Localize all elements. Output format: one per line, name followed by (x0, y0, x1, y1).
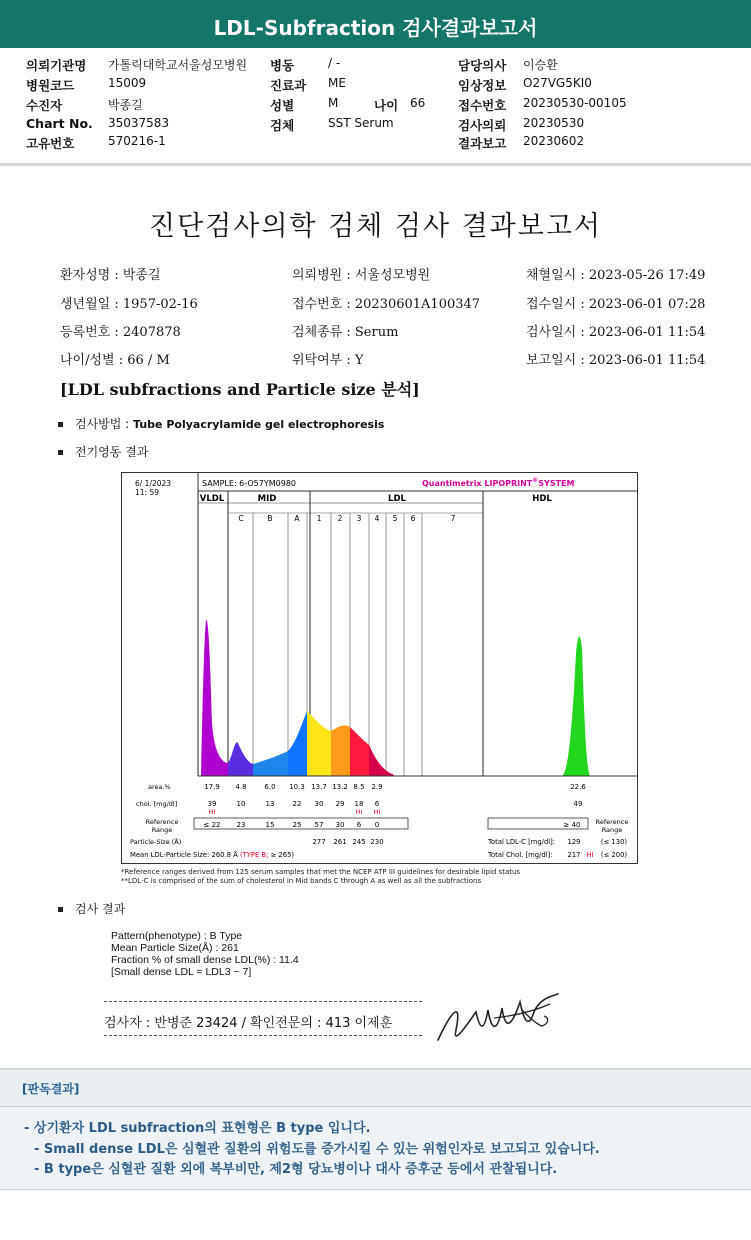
chol-value: 29 (335, 800, 345, 808)
band-label: C (238, 514, 244, 523)
info-value: 이승환 (523, 58, 558, 72)
info-value: O27VG5KI0 (523, 76, 592, 90)
note-line: *Reference ranges derived from 125 serum samples that met the NCEP ATP III guidelines for desirable lipid status (121, 868, 521, 876)
info-label-age: 나이 (374, 98, 399, 113)
result-heading (58, 900, 125, 917)
signer-line: 검사자 : 반병준 23424 / 확인전문의 : 413 이제훈 (104, 1016, 393, 1031)
dashed-divider (104, 1035, 422, 1036)
info-label: 수진자 (26, 98, 63, 113)
band-label: 6 (410, 514, 416, 523)
info-label: Chart No. (26, 116, 93, 131)
result-line: [Small dense LDL = LDL3 ~ 7] (111, 966, 252, 978)
particle-label: Particle-Size (Å) (130, 838, 182, 846)
electro-label: 전기영동 결과 (75, 445, 149, 459)
note-line: **LDL-C is comprised of the sum of cholesterol in Mid bands C through A as well as all the subfractions (121, 877, 482, 885)
verdict-title: [판독결과] (22, 1082, 80, 1096)
patient-info-table (0, 56, 751, 162)
ldl3-area (350, 727, 369, 776)
area-value: 13.2 (332, 783, 348, 791)
report-field: 생년월일 : 1957-02-16 (60, 297, 198, 312)
report-field: 나이/성별 : 66 / M (60, 353, 170, 368)
info-value: SST Serum (328, 116, 394, 130)
report-field: 등록번호 : 2407878 (60, 325, 181, 340)
ref-label: Reference (145, 818, 179, 826)
band-b-area (253, 751, 288, 776)
total-chol-ref: (≤ 200) (600, 851, 628, 859)
verdict-body (0, 1106, 751, 1190)
info-label: 담당의사 (458, 58, 507, 73)
chart-brand-suffix: SYSTEM (538, 479, 575, 488)
ldl2-area (331, 725, 350, 776)
total-chol-flag: HI (586, 851, 594, 859)
chart-brand-name: Quantimetrix LIPOPRINT (422, 479, 533, 488)
info-label: 검체 (270, 118, 295, 133)
group-label: LDL (388, 494, 406, 504)
area-value: 6.0 (264, 783, 276, 791)
info-value: ME (328, 76, 346, 90)
info-label: 고유번호 (26, 136, 75, 151)
area-value: 13.7 (311, 783, 327, 791)
report-field: 검체종류 : Serum (292, 325, 399, 340)
chol-value: 10 (236, 800, 246, 808)
chart-marks (130, 491, 637, 859)
verdict-line: - 상기환자 LDL subfraction의 표현형은 B type 입니다. (24, 1121, 371, 1136)
info-label: 병원코드 (26, 78, 75, 93)
method-line (58, 415, 384, 432)
info-label: 검사의뢰 (458, 118, 507, 133)
report-field: 환자성명 : 박종길 (60, 268, 161, 283)
group-label: VLDL (199, 494, 225, 504)
report-field: 접수일시 : 2023-06-01 07:28 (526, 297, 706, 312)
info-value: 15009 (108, 76, 147, 90)
total-chol-value: 217 (567, 851, 581, 859)
info-label: 임상정보 (458, 78, 507, 93)
total-ldl-ref: (≤ 130) (600, 838, 628, 846)
info-value-age: 66 (410, 96, 426, 110)
ldl4-area (369, 745, 394, 776)
info-value: 20230530-00105 (523, 96, 627, 110)
ref-value: 57 (314, 821, 324, 829)
info-value: 박종길 (108, 98, 143, 112)
mean-value: Mean LDL-Particle Size: 260.8 Å (130, 851, 240, 859)
band-label: 2 (337, 514, 343, 523)
chart-time: 11: 59 (135, 488, 159, 497)
chart-date: 6/ 1/2023 (135, 479, 172, 488)
chart-brand (422, 477, 575, 488)
bullet-icon (58, 450, 63, 455)
chol-value: 30 (314, 800, 324, 808)
area-value: 17.9 (204, 783, 220, 791)
hi-flag: HI (208, 808, 216, 816)
chol-label: chol. [mg/dl] (136, 800, 178, 808)
group-label: MID (257, 494, 277, 504)
area-value: 8.5 (353, 783, 365, 791)
info-value: 35037583 (108, 116, 170, 130)
ref-value: 30 (335, 821, 345, 829)
info-label: 병동 (270, 58, 295, 73)
band-a-area (288, 711, 307, 776)
band-label: 4 (374, 514, 380, 523)
mean-particle-size (130, 850, 294, 859)
info-label: 성별 (270, 98, 295, 113)
report-field: 보고일시 : 2023-06-01 11:54 (526, 353, 706, 368)
total-ldl-label: Total LDL-C [mg/dl]: (488, 838, 556, 846)
particle-value: 245 (352, 838, 366, 846)
ldl1-area (307, 711, 331, 776)
chol-value: 49 (573, 800, 583, 808)
report-field: 위탁여부 : Y (292, 353, 364, 368)
area-value: 4.8 (235, 783, 247, 791)
band-label: A (294, 514, 300, 523)
report-field: 채혈일시 : 2023-05-26 17:49 (526, 268, 706, 283)
vldl-peak (201, 620, 228, 776)
ref-label: Reference (595, 818, 629, 826)
lab-report (0, 172, 751, 1062)
info-value: 가톨릭대학교서울성모병원 (108, 58, 248, 72)
hdl-peak (562, 637, 590, 776)
chol-value: 18 (354, 800, 364, 808)
group-label: HDL (532, 494, 552, 504)
registered-mark-icon: ® (532, 477, 539, 484)
ref-value: 0 (374, 821, 380, 829)
ref-value: 6 (356, 821, 362, 829)
chart-svg (122, 473, 637, 863)
info-value: 570216-1 (108, 134, 166, 148)
report-title: 진단검사의학 검체 검사 결과보고서 (149, 211, 602, 242)
info-value: M (328, 96, 339, 110)
ref-value: 23 (236, 821, 246, 829)
electrophoresis-chart (121, 472, 638, 864)
band-label: 5 (392, 514, 398, 523)
section-title: [LDL subfractions and Particle size 분석] (60, 380, 420, 399)
area-value: 22.6 (570, 783, 586, 791)
signature-image (432, 990, 562, 1052)
area-label: area.% (148, 783, 171, 791)
ref-label: Range (151, 826, 173, 834)
band-label: 7 (450, 514, 456, 523)
total-chol-label: Total Chol. [mg/dl]: (488, 851, 553, 859)
mean-ref: ≥ 265) (268, 851, 295, 859)
chart-notes (121, 868, 520, 886)
chol-value: 13 (265, 800, 275, 808)
band-label: 1 (316, 514, 322, 523)
report-header-title: LDL-Subfraction 검사결과보고서 (0, 0, 751, 48)
method-value: Tube Polyacrylamide gel electrophoresis (133, 418, 385, 431)
chart-sample: SAMPLE: 6-O57YM0980 (202, 479, 296, 488)
method-label: 검사방법 : (75, 417, 134, 431)
report-field: 접수번호 : 20230601A100347 (292, 297, 481, 312)
verdict-header (0, 1068, 751, 1106)
dashed-divider (104, 1001, 422, 1002)
verdict-line: - B type은 심혈관 질환 외에 복부비만, 제2형 당뇨병이나 대사 증후군 등에서 관찰됩니다. (34, 1162, 558, 1177)
band-label: 3 (356, 514, 362, 523)
electro-line (58, 443, 148, 460)
ref-value: 25 (292, 821, 302, 829)
verdict-line: - Small dense LDL은 심혈관 질환의 위험도를 증가시킬 수 있는 위험인자로 보고되고 있습니다. (34, 1142, 600, 1157)
bullet-icon (58, 422, 63, 427)
result-label: 검사 결과 (75, 902, 126, 916)
ref-value: ≤ 22 (203, 821, 221, 829)
ref-value: ≥ 40 (563, 821, 581, 829)
bullet-icon (58, 907, 63, 912)
info-value: / - (328, 56, 341, 70)
hi-flag: HI (355, 808, 363, 816)
chol-value: 22 (292, 800, 302, 808)
ref-value: 15 (265, 821, 275, 829)
info-label: 접수번호 (458, 98, 507, 113)
info-value: 20230602 (523, 134, 585, 148)
result-line: Mean Particle Size(Å) : 261 (111, 942, 239, 954)
info-value: 20230530 (523, 116, 585, 130)
result-line: Fraction % of small dense LDL(%) : 11.4 (111, 954, 299, 966)
area-value: 2.9 (371, 783, 383, 791)
info-label: 결과보고 (458, 136, 507, 151)
band-c-area (228, 742, 253, 776)
mean-type: (TYPE B; (239, 851, 269, 859)
divider (0, 163, 751, 166)
chol-value: 39 (207, 800, 217, 808)
particle-value: 261 (333, 838, 347, 846)
total-ldl-value: 129 (567, 838, 581, 846)
result-summary (111, 930, 299, 978)
particle-value: 277 (312, 838, 326, 846)
info-label: 진료과 (270, 78, 307, 93)
band-label: B (267, 514, 273, 523)
chol-value: 6 (374, 800, 380, 808)
hi-flag: HI (373, 808, 381, 816)
area-value: 10.3 (289, 783, 305, 791)
ref-label: Range (601, 826, 623, 834)
report-field: 의뢰병원 : 서울성모병원 (292, 268, 431, 283)
particle-value: 230 (370, 838, 384, 846)
result-line: Pattern(phenotype) : B Type (111, 930, 243, 942)
info-label: 의뢰기관명 (26, 58, 87, 73)
report-field: 검사일시 : 2023-06-01 11:54 (526, 325, 706, 340)
